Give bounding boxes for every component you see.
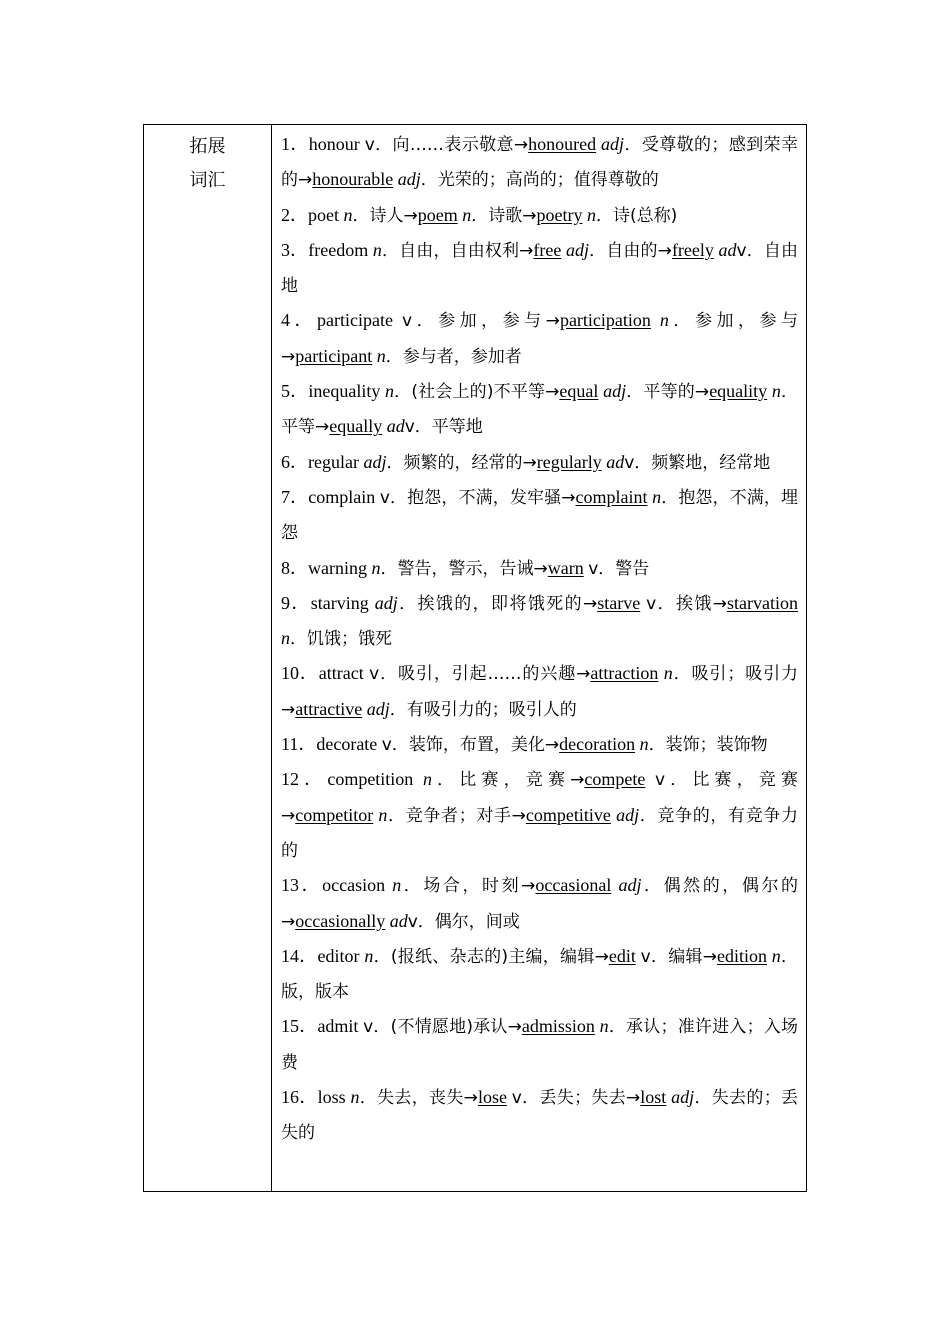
part-of-speech: n	[586, 204, 596, 225]
part-of-speech: v	[381, 735, 392, 756]
derived-word: honourable	[312, 169, 394, 190]
entry-number: 14．	[281, 945, 318, 966]
definition: ．自由的→	[589, 240, 672, 261]
part-of-speech: n	[385, 381, 394, 402]
definition: ．向……表示敬意→	[374, 135, 529, 155]
entry-number: 12．	[281, 769, 328, 790]
part-of-speech: n	[771, 381, 781, 402]
definition: ．失去，丧失→	[359, 1088, 478, 1109]
definition: ．平等地	[414, 417, 483, 438]
vocab-entry	[281, 127, 798, 198]
part-of-speech: n	[364, 945, 374, 966]
definition: ．挨饿的，即将饿死的→	[397, 593, 598, 614]
definition: ．装饰；装饰物	[648, 735, 768, 756]
definition: ．版，版本	[281, 946, 799, 1003]
definition: ．编辑→	[650, 946, 717, 967]
part-of-speech: ad	[386, 416, 405, 437]
definition: ．警告	[598, 558, 650, 579]
part-of-speech: adj	[616, 804, 640, 825]
vocabulary-table	[143, 124, 807, 1192]
part-of-speech: n	[371, 557, 381, 578]
derived-word: competitor	[295, 804, 374, 825]
part-of-speech: n	[599, 1016, 609, 1037]
headword: decorate	[316, 734, 382, 755]
definition: ．(报纸、杂志的)主编，编辑→	[373, 946, 609, 967]
definition: ．有吸引力的；吸引人的	[389, 699, 577, 720]
definition: ．挨饿→	[656, 593, 728, 614]
derived-word: poem	[417, 204, 458, 225]
definition: ．参与者，参加者	[385, 346, 522, 367]
entry-number: 10．	[281, 663, 319, 684]
vocab-entry	[281, 586, 798, 657]
part-of-speech: n	[343, 204, 353, 225]
definition: ．吸引，引起……的兴趣→	[379, 664, 591, 685]
category-label-cell	[144, 125, 272, 1191]
vocab-entry	[281, 480, 798, 551]
part-of-speech: v	[407, 911, 418, 932]
definition: ．竞争者；对手→	[387, 805, 526, 826]
derived-word: compete	[584, 769, 646, 790]
entry-number: 5．	[281, 381, 309, 402]
part-of-speech: v	[379, 487, 390, 508]
part-of-speech: ad	[718, 239, 737, 260]
headword: editor	[317, 945, 365, 966]
entry-number: 9．	[281, 592, 311, 613]
definition: ．承认；准许进入；入场费	[281, 1017, 799, 1073]
part-of-speech: adj	[366, 698, 390, 719]
definition: ．参加，参与→	[281, 311, 799, 367]
definition: ．频繁地，经常地	[634, 452, 771, 473]
part-of-speech: n	[392, 875, 402, 896]
part-of-speech: n	[422, 769, 432, 790]
part-of-speech: adj	[374, 592, 398, 613]
definition: ．(社会上的)不平等→	[394, 382, 560, 403]
derived-word: starvation	[727, 592, 799, 613]
vocabulary-list	[272, 125, 806, 1191]
part-of-speech: v	[402, 311, 413, 332]
headword: starving	[310, 592, 375, 613]
definition: ．自由，自由权利→	[381, 240, 534, 261]
part-of-speech: n	[376, 345, 386, 366]
part-of-speech: ad	[606, 451, 625, 472]
derived-word: lose	[477, 1087, 507, 1108]
derived-word: honoured	[528, 134, 597, 154]
vocab-entry	[281, 762, 798, 868]
derived-word: equality	[709, 381, 768, 402]
entry-number: 7．	[281, 486, 309, 507]
part-of-speech: adj	[565, 239, 589, 260]
part-of-speech: v	[624, 452, 635, 473]
derived-word: admission	[521, 1016, 595, 1037]
vocab-entry	[281, 551, 798, 586]
headword: inequality	[308, 381, 385, 402]
definition: ．抱怨，不满，埋怨	[281, 487, 799, 544]
derived-word: starve	[597, 592, 641, 613]
derived-word: equal	[559, 381, 599, 402]
headword: competition	[327, 769, 423, 790]
definition: ．诗人→	[352, 205, 418, 226]
part-of-speech: n	[462, 204, 472, 225]
definition: ．受尊敬的；感到荣幸的→	[281, 135, 799, 191]
headword: participate	[317, 310, 403, 331]
vocab-entry	[281, 1080, 798, 1151]
part-of-speech: adj	[363, 451, 387, 472]
derived-word: warn	[547, 557, 584, 578]
derived-word: edit	[608, 945, 636, 966]
part-of-speech: adj	[397, 169, 421, 190]
headword: warning	[308, 557, 372, 578]
definition: ．诗(总称)	[595, 205, 678, 226]
part-of-speech: v	[655, 770, 666, 791]
definition: ．丢失；失去→	[521, 1088, 641, 1109]
entry-number: 3．	[281, 239, 309, 260]
headword: loss	[317, 1087, 351, 1108]
definition: ．平等→	[281, 382, 799, 438]
definition: ．比赛，竞赛→	[431, 770, 585, 791]
part-of-speech: n	[771, 945, 781, 966]
part-of-speech: v	[363, 1017, 374, 1038]
definition: ．参加，参与→	[412, 311, 560, 332]
vocab-entry	[281, 198, 798, 233]
definition: ．竞争的，有竞争力的	[281, 805, 799, 861]
definition: ．饥饿；饿死	[290, 629, 392, 650]
vocab-entry	[281, 1009, 798, 1080]
part-of-speech: v	[736, 240, 747, 261]
vocab-entry	[281, 303, 798, 374]
part-of-speech: v	[364, 135, 375, 155]
part-of-speech: v	[646, 593, 657, 614]
part-of-speech: n	[639, 734, 649, 755]
definition: ．频繁的，经常的→	[386, 452, 537, 473]
derived-word: decoration	[559, 734, 636, 755]
category-label-line1: 拓展	[189, 136, 226, 157]
derived-word: edition	[716, 945, 767, 966]
definition: ．装饰，布置，美化→	[391, 735, 560, 756]
part-of-speech: adj	[601, 134, 625, 154]
part-of-speech: n	[281, 628, 290, 649]
vocab-entry	[281, 939, 798, 1010]
headword: attract	[318, 663, 370, 684]
definition: ．平等的→	[626, 382, 710, 403]
entry-number: 11．	[281, 734, 317, 755]
definition: ．(不情愿地)承认→	[373, 1017, 522, 1038]
part-of-speech: v	[588, 558, 599, 579]
derived-word: poetry	[536, 204, 583, 225]
headword: complain	[308, 486, 380, 507]
part-of-speech: adj	[603, 381, 627, 402]
derived-word: attractive	[295, 698, 363, 719]
definition: ．失去的；丢失的	[281, 1088, 799, 1144]
definition: ．比赛，竞赛→	[281, 770, 799, 826]
definition: ．场合，时刻→	[401, 876, 536, 897]
definition: ．警告，警示，告诫→	[380, 558, 548, 579]
vocab-entry	[281, 374, 798, 445]
definition: ．诗歌→	[471, 205, 537, 226]
part-of-speech: ad	[389, 910, 408, 931]
definition: ．光荣的；高尚的；值得尊敬的	[420, 170, 659, 191]
part-of-speech: n	[378, 804, 388, 825]
vocab-entry	[281, 445, 798, 480]
derived-word: free	[533, 239, 562, 260]
headword	[651, 310, 660, 330]
part-of-speech: n	[659, 310, 669, 331]
derived-word: lost	[640, 1087, 667, 1108]
entry-number: 13．	[281, 875, 323, 896]
vocab-entry	[281, 727, 798, 762]
entry-number: 2．	[281, 204, 308, 225]
derived-word: participation	[559, 310, 651, 331]
vocab-entry	[281, 233, 798, 304]
headword: regular	[308, 451, 364, 472]
definition: ．偶尔，间或	[417, 911, 520, 932]
entry-number: 6．	[281, 451, 308, 472]
headword: poet	[308, 204, 344, 225]
entry-number: 15．	[281, 1016, 318, 1037]
entry-number: 8．	[281, 557, 308, 578]
definition: ．自由地	[281, 240, 799, 297]
entry-number: 4．	[281, 310, 318, 331]
derived-word: complaint	[575, 486, 648, 507]
headword	[645, 769, 655, 789]
vocab-entry	[281, 868, 798, 939]
part-of-speech: n	[350, 1087, 360, 1108]
entry-number: 1．	[281, 134, 309, 154]
part-of-speech: v	[511, 1088, 522, 1109]
part-of-speech: n	[652, 486, 662, 507]
definition: ．抱怨，不满，发牢骚→	[389, 487, 576, 508]
part-of-speech: n	[372, 239, 382, 260]
headword: admit	[317, 1016, 364, 1037]
part-of-speech: v	[640, 946, 651, 967]
category-label-line2: 词汇	[189, 170, 226, 191]
vocab-entry	[281, 656, 798, 727]
headword: honour	[308, 134, 365, 154]
part-of-speech: adj	[671, 1087, 695, 1108]
entry-number: 16．	[281, 1087, 318, 1108]
headword: freedom	[308, 239, 373, 260]
derived-word: freely	[671, 239, 714, 260]
derived-word: regularly	[536, 451, 602, 472]
part-of-speech: v	[404, 417, 415, 438]
part-of-speech: v	[369, 664, 380, 685]
definition: ．偶然的，偶尔的→	[281, 876, 799, 932]
definition: ．吸引；吸引力→	[281, 664, 799, 720]
derived-word: participant	[295, 345, 373, 366]
derived-word: competitive	[525, 804, 611, 825]
headword: occasion	[322, 875, 393, 896]
derived-word: occasionally	[295, 910, 386, 931]
part-of-speech: n	[663, 663, 673, 684]
derived-word: occasional	[535, 875, 612, 896]
derived-word: equally	[329, 416, 383, 437]
derived-word: attraction	[590, 663, 659, 684]
part-of-speech: adj	[618, 875, 642, 896]
